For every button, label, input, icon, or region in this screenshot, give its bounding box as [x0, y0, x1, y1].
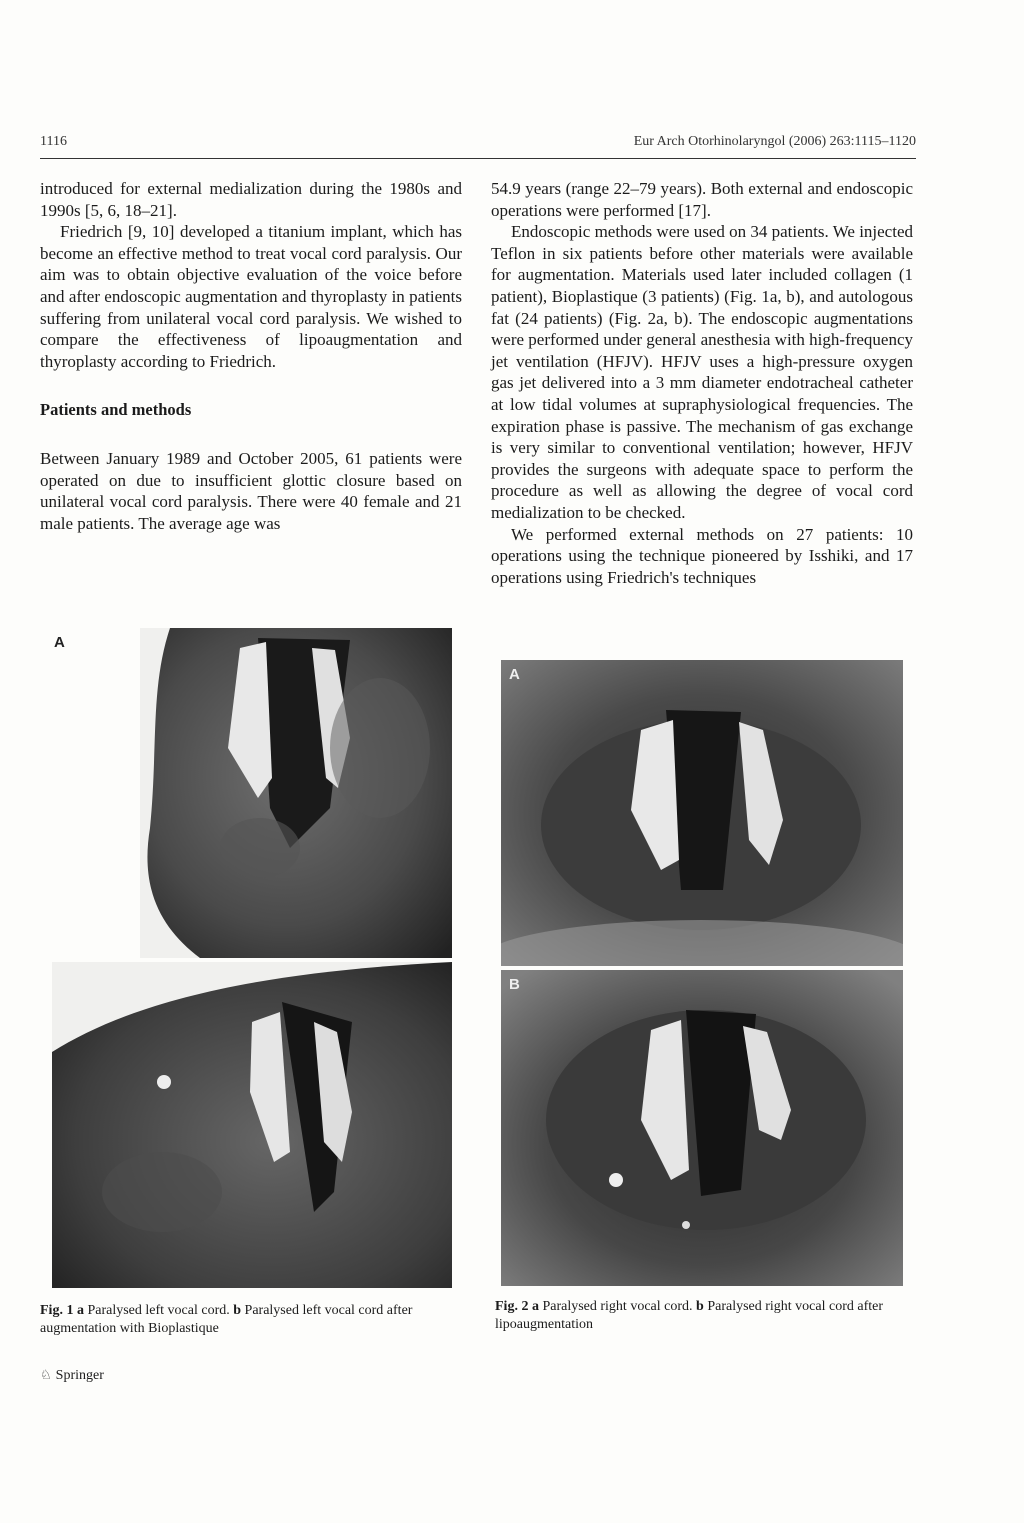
fig1-panel-b-image [52, 962, 452, 1288]
fig1-caption-b: b [233, 1303, 242, 1318]
fig2-panel-b-image [501, 970, 903, 1286]
left-column [40, 178, 462, 534]
fig2-caption-b-text: Paralysed right vocal cord after lipoaugmentation [495, 1299, 884, 1332]
right-paragraph-1: 54.9 years (range 22–79 years). Both external and endoscopic operations were performed [17]. [491, 179, 913, 220]
springer-logo-icon: ♘ [40, 1368, 52, 1383]
header-rule [40, 158, 916, 159]
fig1-caption [40, 1302, 460, 1338]
right-column [491, 178, 913, 588]
fig1-panel-a-image [140, 628, 452, 958]
right-paragraph-2: Endoscopic methods were used on 34 patients. We injected Teflon in six patients before other materials were available for augmentation. Materials used later included collagen (1 patient), Bioplastique (3 patients) (Fig. 1a, b), and autologous fat (24 patients) (Fig. 2a, b). The endoscopic augmentations were performed under general anesthesia with high-frequency jet ventilation (HFJV). HFJV uses a high-pressure oxygen gas jet delivered into a 3 mm diameter endotracheal catheter at low tidal volumes at supraphysiological frequencies. The expiration phase is passive. The mechanism of gas exchange is very similar to conventional ventilation; however, HFJV provides the surgeons with adequate space to perform the procedure as well as allowing the degree of vocal cord medialization to be checked. [491, 222, 913, 522]
page-number: 1116 [40, 134, 67, 149]
fig2-panel-b-label: B [509, 976, 520, 993]
fig1-caption-a: a [76, 1303, 84, 1318]
fig1-panel-a-label: A [54, 634, 65, 651]
fig1-caption-b-text: Paralysed left vocal cord after augmentation with Bioplastique [40, 1303, 413, 1336]
journal-citation: Eur Arch Otorhinolaryngol (2006) 263:1115–1120 [633, 134, 916, 149]
fig1-caption-a-text: Paralysed left vocal cord. [87, 1303, 230, 1318]
fig2-panel-a-image [501, 660, 903, 966]
fig1-caption-label: Fig. 1 [40, 1303, 74, 1318]
right-paragraph-3: We performed external methods on 27 patients: 10 operations using the technique pioneered by Isshiki, and 17 operations using Friedrich's techniques [491, 524, 913, 587]
left-paragraph-2: Friedrich [9, 10] developed a titanium implant, which has become an effective method to treat vocal cord paralysis. Our aim was to obtain objective evaluation of the voice before and after endoscopic augmentation and thyroplasty in patients suffering from unilateral vocal cord paralysis. We wished to compare the effectiveness of lipoaugmentation and thyroplasty according to Friedrich. [40, 222, 462, 371]
publisher-name: Springer [55, 1368, 104, 1383]
left-paragraph-1: introduced for external medialization during the 1980s and 1990s [5, 6, 18–21]. [40, 179, 462, 220]
footer [40, 1368, 104, 1384]
fig2-caption-label: Fig. 2 [495, 1299, 529, 1314]
left-paragraph-3: Between January 1989 and October 2005, 61 patients were operated on due to insufficient glottic closure based on unilateral vocal cord paralysis. There were 40 female and 21 male patients. The average age was [40, 448, 462, 533]
fig2-caption [495, 1298, 915, 1334]
fig2-caption-b: b [696, 1299, 704, 1314]
section-heading: Patients and methods [40, 400, 192, 420]
fig2-caption-a: a [531, 1299, 539, 1314]
fig2-caption-a-text: Paralysed right vocal cord. [542, 1299, 693, 1314]
fig2-panel-a-label: A [509, 666, 520, 683]
